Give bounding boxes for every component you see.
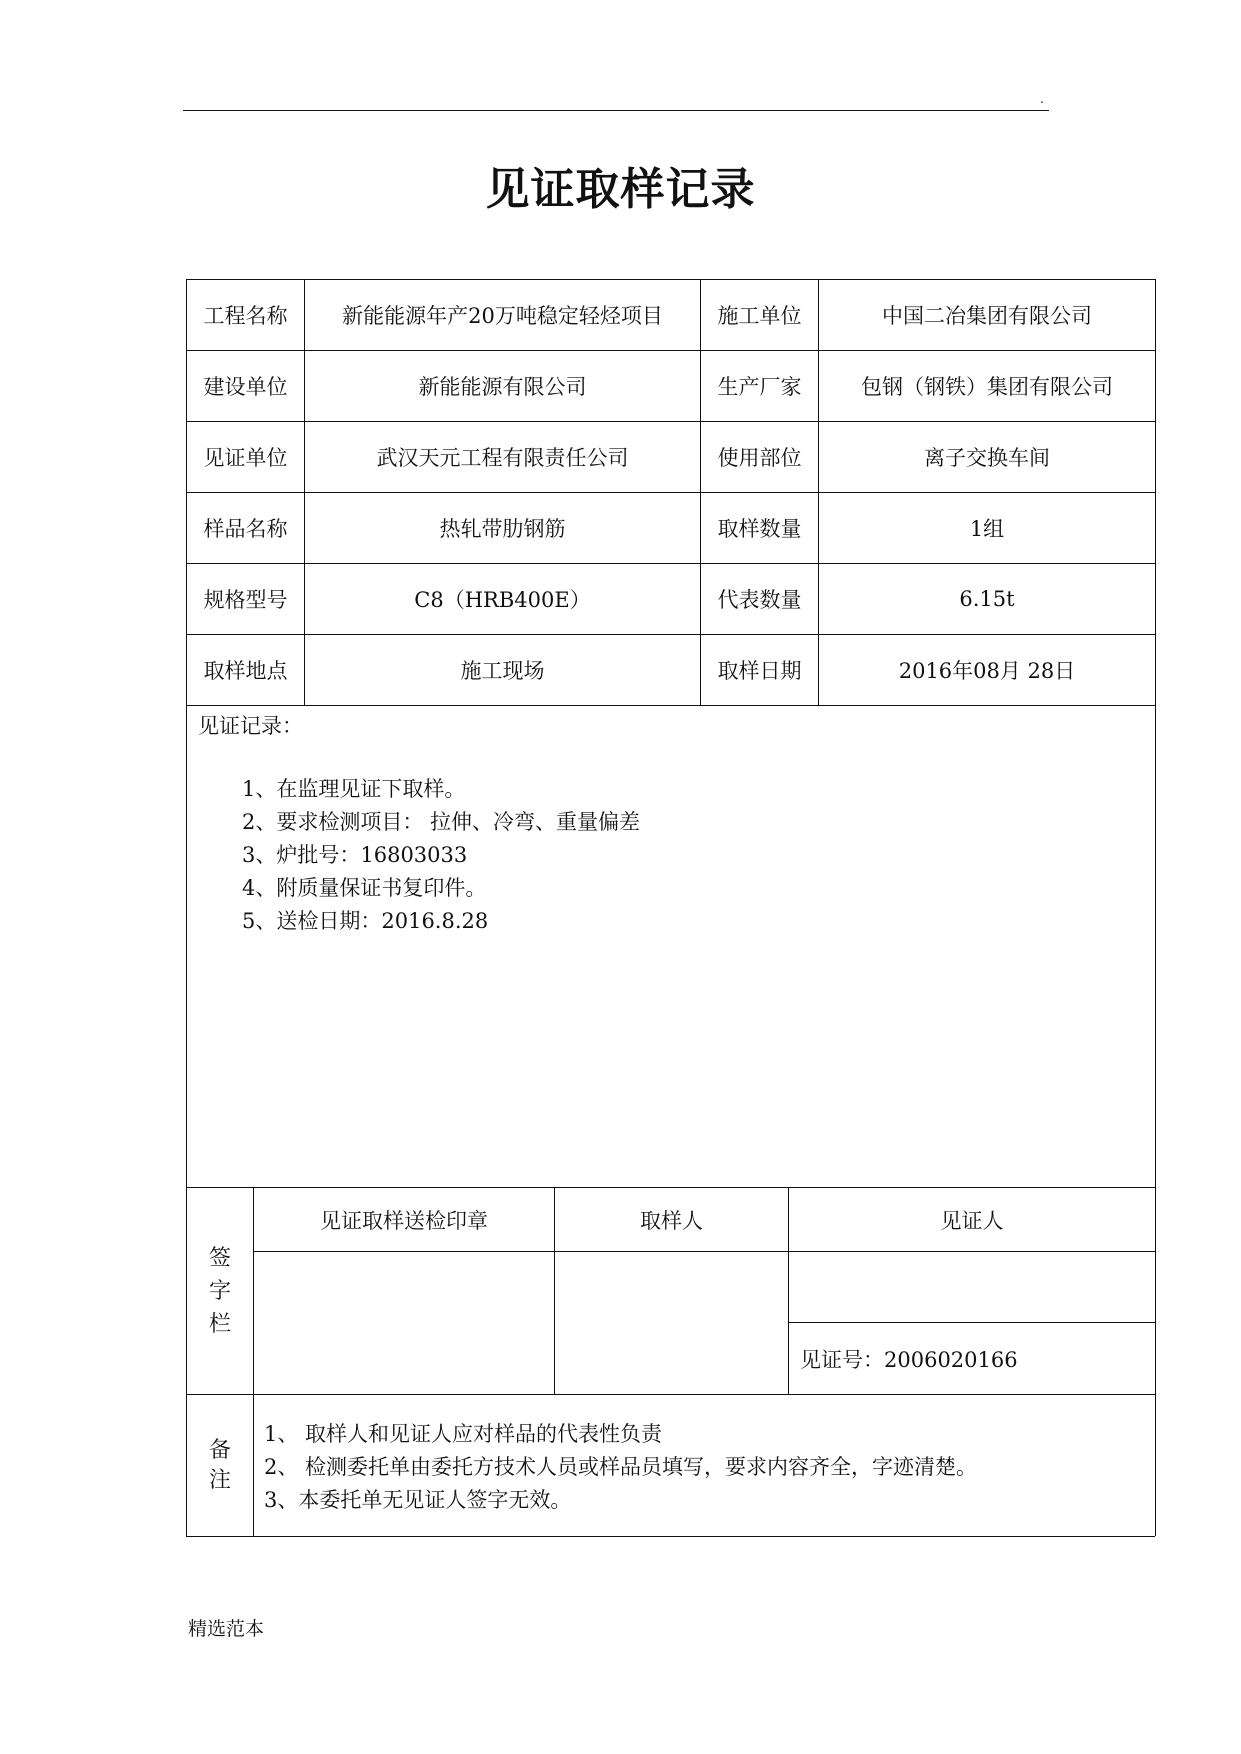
label-sampling-site: 取样地点 [203, 659, 288, 683]
label-sampling-date: 取样日期 [717, 659, 802, 683]
value-represented-quantity: 6.15t [959, 587, 1015, 611]
label-represented-quantity: 代表数量 [717, 588, 802, 612]
page-title: 见证取样记录 [485, 164, 756, 215]
value-construction-unit: 中国二冶集团有限公司 [882, 304, 1092, 328]
signature-side-label: 签 字 栏 [208, 1245, 231, 1337]
header-dot: . [1040, 92, 1044, 106]
witness-cert-number: 见证号：2006020166 [800, 1348, 1018, 1372]
label-construction-unit: 施工单位 [717, 304, 802, 328]
label-usage-location: 使用部位 [717, 446, 802, 470]
value-sampling-date: 2016年08月 28日 [898, 659, 1076, 683]
value-specification: C8（HRB400E） [414, 588, 591, 612]
value-manufacturer: 包钢（钢铁）集团有限公司 [861, 375, 1113, 399]
footer-text: 精选范本 [188, 1618, 265, 1640]
value-witness-unit: 武汉天元工程有限责任公司 [376, 446, 629, 470]
remark-item: 3、本委托单无见证人签字无效。 [264, 1488, 572, 1512]
label-manufacturer: 生产厂家 [717, 375, 802, 399]
label-sample-name: 样品名称 [203, 517, 288, 541]
witness-record-item: 1、在监理见证下取样。 [242, 777, 466, 801]
value-sample-name: 热轧带肋钢筋 [439, 517, 566, 541]
witness-record-item: 4、附质量保证书复印件。 [242, 876, 487, 900]
col-sampler-header: 取样人 [640, 1208, 703, 1233]
value-sampling-site: 施工现场 [460, 659, 545, 683]
value-project-name: 新能能源年产20万吨稳定轻烃项目 [342, 304, 663, 328]
label-sample-quantity: 取样数量 [717, 517, 802, 541]
witness-record-item: 2、要求检测项目： 拉伸、冷弯、重量偏差 [242, 810, 641, 834]
witness-record-heading: 见证记录： [198, 714, 303, 738]
value-owner-unit: 新能能源有限公司 [418, 375, 587, 399]
label-owner-unit: 建设单位 [203, 375, 288, 399]
remarks-side-label: 备 注 [208, 1437, 231, 1493]
value-sample-quantity: 1组 [969, 517, 1005, 541]
label-project-name: 工程名称 [203, 304, 288, 328]
remark-item: 2、 检测委托单由委托方技术人员或样品员填写，要求内容齐全，字迹清楚。 [264, 1455, 978, 1479]
label-witness-unit: 见证单位 [203, 446, 288, 470]
header-rule [183, 110, 1049, 111]
remark-item: 1、 取样人和见证人应对样品的代表性负责 [264, 1422, 663, 1446]
col-witness-header: 见证人 [940, 1208, 1004, 1233]
witness-record-item: 3、炉批号：16803033 [242, 843, 468, 867]
label-specification: 规格型号 [203, 588, 288, 612]
value-usage-location: 离子交换车间 [924, 446, 1050, 470]
witness-record-item: 5、送检日期：2016.8.28 [242, 909, 489, 933]
col-stamp-header: 见证取样送检印章 [320, 1208, 488, 1233]
